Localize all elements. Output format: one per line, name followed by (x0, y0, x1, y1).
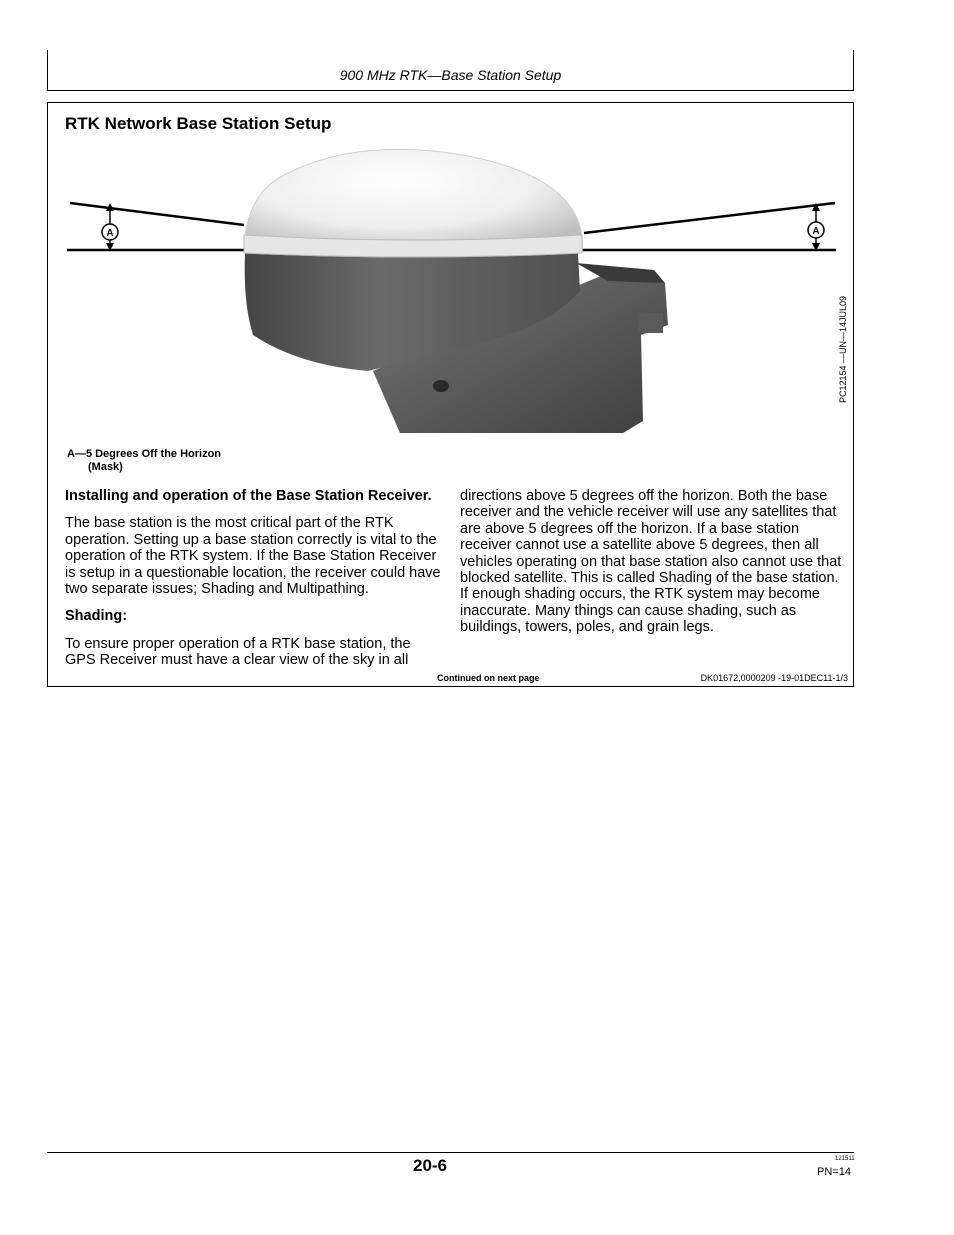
left-column (65, 488, 445, 680)
header-title: 900 MHz RTK—Base Station Setup (339, 67, 562, 83)
continued-note: Continued on next page (437, 673, 540, 683)
shading-paragraph-start: To ensure proper operation of a RTK base station, the GPS Receiver must have a clear view of the sky in all (65, 635, 411, 669)
mask-line-upper-right (584, 203, 835, 233)
caption-line1: A—5 Degrees Off the Horizon (67, 448, 222, 460)
caption-line2: (Mask) (88, 461, 123, 473)
figure-caption (67, 448, 221, 474)
install-heading: Installing and operation of the Base Station Receiver. (65, 488, 432, 504)
page-number: 20-6 (412, 1156, 448, 1175)
callout-letter-left: A (106, 228, 114, 239)
callout-a-left (102, 203, 118, 251)
mask-line-upper-left (70, 203, 244, 225)
right-column (460, 488, 845, 647)
pn-label: PN=14 (817, 1166, 851, 1178)
shading-paragraph-continued: directions above 5 degrees off the horizon. Both the base receiver and the vehicle receiver will use any satellites that are above 5 degrees off the horizon. If a base station receiver cannot use a satellite above 5 degrees, then all vehicles operating on that base station also cannot use that blocked satellite. This is called Shading of the base station. If enough shading occurs, the RTK system may become inaccurate. Many things can cause shading, such as buildings, towers, poles, and grain legs. (460, 488, 842, 636)
footer-code: 121511 (835, 1156, 855, 1162)
shading-heading: Shading: (65, 608, 128, 625)
page-header (47, 50, 854, 91)
figure-id: PC12154 —UN—14JUL09 (838, 295, 848, 403)
base-station-figure (48, 103, 855, 463)
doc-reference: DK01672,0000209 -19-01DEC11-1/3 (700, 673, 848, 683)
callout-letter-right: A (812, 226, 820, 237)
section-box (47, 102, 854, 687)
section-title: RTK Network Base Station Setup (65, 114, 332, 133)
footer-rule (47, 1152, 854, 1153)
intro-paragraph: The base station is the most critical part of the RTK operation. Setting up a base station correctly is vital to the operation of the RTK system. If the Base Station Receiver is setup in a questionable location, the receiver could have two separate issues; Shading and Multipathing. (65, 515, 441, 598)
